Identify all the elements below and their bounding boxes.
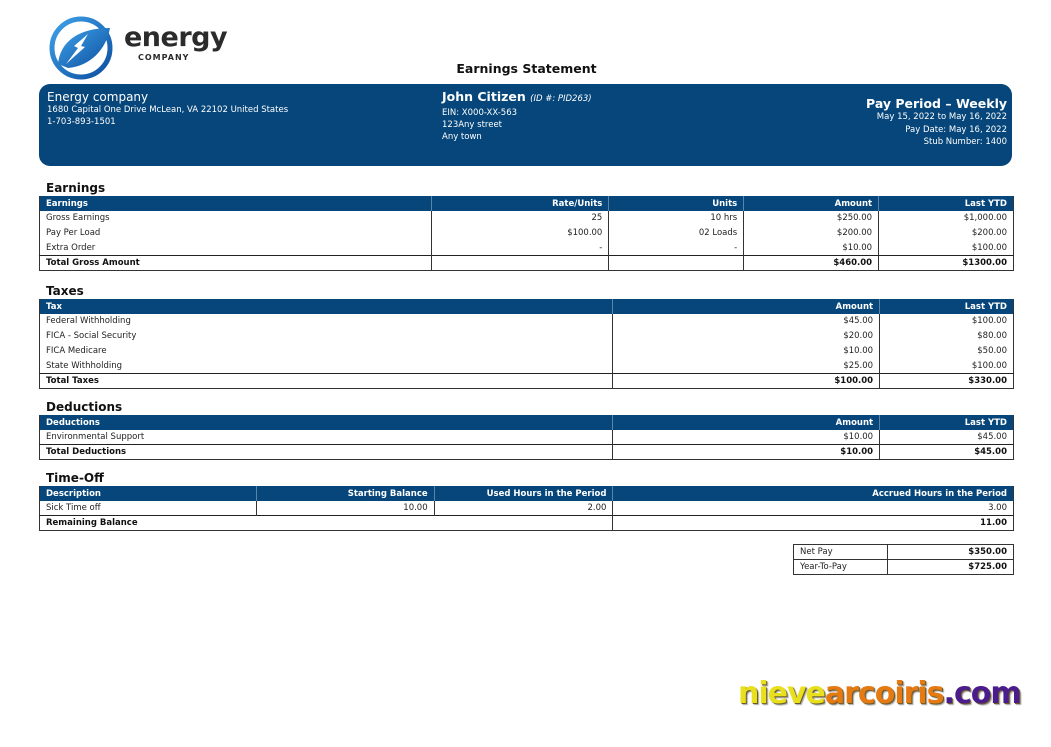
earnings-section-title: Earnings [46,181,106,195]
pay-period-range: May 15, 2022 to May 16, 2022 [876,112,1007,122]
table-header-row [40,486,1014,501]
watermark-part-3: .com [943,676,1021,711]
deduction-ytd: $45.00 [880,430,1014,445]
table-row [40,358,1014,373]
employee-town: Any town [442,132,482,142]
earning-ytd: $1,000.00 [879,211,1014,226]
col-header-earnings: Earnings [40,196,432,211]
total-ytd: $330.00 [880,373,1014,388]
tax-ytd: $80.00 [880,329,1014,344]
time-off-name: Sick Time off [46,503,101,514]
earnings-table [39,196,1014,271]
employer-name: Energy company [47,90,149,104]
col-header-rate: Rate/Units [431,196,609,211]
time-off-starting: 10.00 [256,501,434,516]
deductions-table [39,415,1014,460]
earning-units: - [609,241,744,256]
total-label: Total Deductions [40,445,613,460]
employee-id: (ID #: PID263) [530,94,592,104]
employee-name: John Citizen [442,89,526,104]
total-row [40,516,1014,531]
total-row [40,445,1014,460]
watermark-part-2: arcoiris [824,676,944,711]
summary-row [794,560,1014,575]
total-row [40,373,1014,388]
tax-amount: $20.00 [613,329,880,344]
employer-phone: 1-703-893-1501 [47,117,116,127]
tax-amount: $45.00 [613,314,880,329]
table-row [40,314,1014,329]
net-pay-summary [793,544,1014,575]
time-off-section-title: Time-Off [46,471,104,485]
table-header-row [40,196,1014,211]
earning-amount: $250.00 [744,211,879,226]
total-label: Total Taxes [40,373,613,388]
col-header-deductions: Deductions [40,415,613,430]
col-header-ytd: Last YTD [879,196,1014,211]
col-header-accrued-hours: Accrued Hours in the Period [613,486,1014,501]
earning-rate: - [431,241,609,256]
tax-amount: $10.00 [613,344,880,359]
col-header-starting-balance: Starting Balance [256,486,434,501]
col-header-units: Units [609,196,744,211]
total-amount: $460.00 [744,255,879,270]
statement-header [39,84,1012,166]
total-ytd: $1300.00 [879,255,1014,270]
col-header-tax: Tax [40,299,613,314]
earning-rate: $100.00 [431,226,609,241]
total-row [40,255,1014,270]
pay-period-title: Pay Period – Weekly [866,96,1007,111]
stub-number: Stub Number: 1400 [923,137,1007,147]
tax-ytd: $50.00 [880,344,1014,359]
time-off-accrued: 3.00 [613,501,1014,516]
document-title [0,61,1051,76]
employee-street: 123Any street [442,120,503,130]
pay-date: Pay Date: May 16, 2022 [905,124,1007,135]
watermark [738,676,1021,711]
employee-name-line [442,89,592,107]
deductions-section-title: Deductions [46,400,123,414]
taxes-section-title: Taxes [46,284,84,298]
col-header-ytd: Last YTD [880,299,1014,314]
employee-info [442,89,592,143]
logo-wordmark: energy [124,22,228,53]
taxes-table [39,299,1014,389]
year-to-pay-value: $725.00 [888,560,1014,575]
earning-units: 02 Loads [609,226,744,241]
table-row [40,241,1014,256]
net-pay-value: $350.00 [888,545,1014,560]
earning-name: Extra Order [46,242,96,253]
remaining-balance: 11.00 [613,516,1014,531]
tax-amount: $25.00 [613,358,880,373]
empty-cell [609,255,744,270]
logo-subtitle: COMPANY [138,53,190,62]
year-to-pay-label: Year-To-Pay [794,560,888,575]
table-row [40,501,1014,516]
total-label: Total Gross Amount [40,255,432,270]
col-header-amount: Amount [613,415,880,430]
col-header-amount: Amount [613,299,880,314]
table-row [40,430,1014,445]
earning-ytd: $200.00 [879,226,1014,241]
earning-ytd: $100.00 [879,241,1014,256]
tax-name: FICA - Social Security [46,331,137,342]
col-header-used-hours: Used Hours in the Period [434,486,613,501]
table-header-row [40,415,1014,430]
earning-name: Pay Per Load [46,228,101,239]
total-ytd: $45.00 [880,445,1014,460]
earning-amount: $10.00 [744,241,879,256]
watermark-part-1: nieve [738,676,825,711]
empty-cell [431,255,609,270]
tax-name: Federal Withholding [46,316,131,327]
tax-ytd: $100.00 [880,358,1014,373]
earning-amount: $200.00 [744,226,879,241]
total-amount: $100.00 [613,373,880,388]
total-amount: $10.00 [613,445,880,460]
tax-name: FICA Medicare [46,345,107,356]
deduction-amount: $10.00 [613,430,880,445]
col-header-amount: Amount [744,196,879,211]
tax-name: State Withholding [46,360,122,371]
document-title-text: Earnings Statement [456,61,597,76]
table-row [40,329,1014,344]
pay-period-info [866,96,1007,149]
col-header-ytd: Last YTD [880,415,1014,430]
tax-ytd: $100.00 [880,314,1014,329]
time-off-used: 2.00 [434,501,613,516]
employee-ein: EIN: X000-XX-563 [442,108,518,118]
earning-units: 10 hrs [609,211,744,226]
summary-row [794,545,1014,560]
employer-info [47,90,288,128]
table-row [40,344,1014,359]
employer-address: 1680 Capital One Drive McLean, VA 22102 United States [47,105,289,115]
table-row [40,226,1014,241]
col-header-description: Description [40,486,257,501]
table-header-row [40,299,1014,314]
total-label: Remaining Balance [40,516,613,531]
time-off-table [39,486,1014,531]
earning-name: Gross Earnings [46,213,110,224]
table-row [40,211,1014,226]
net-pay-label: Net Pay [794,545,888,560]
deduction-name: Environmental Support [46,432,145,443]
earning-rate: 25 [431,211,609,226]
